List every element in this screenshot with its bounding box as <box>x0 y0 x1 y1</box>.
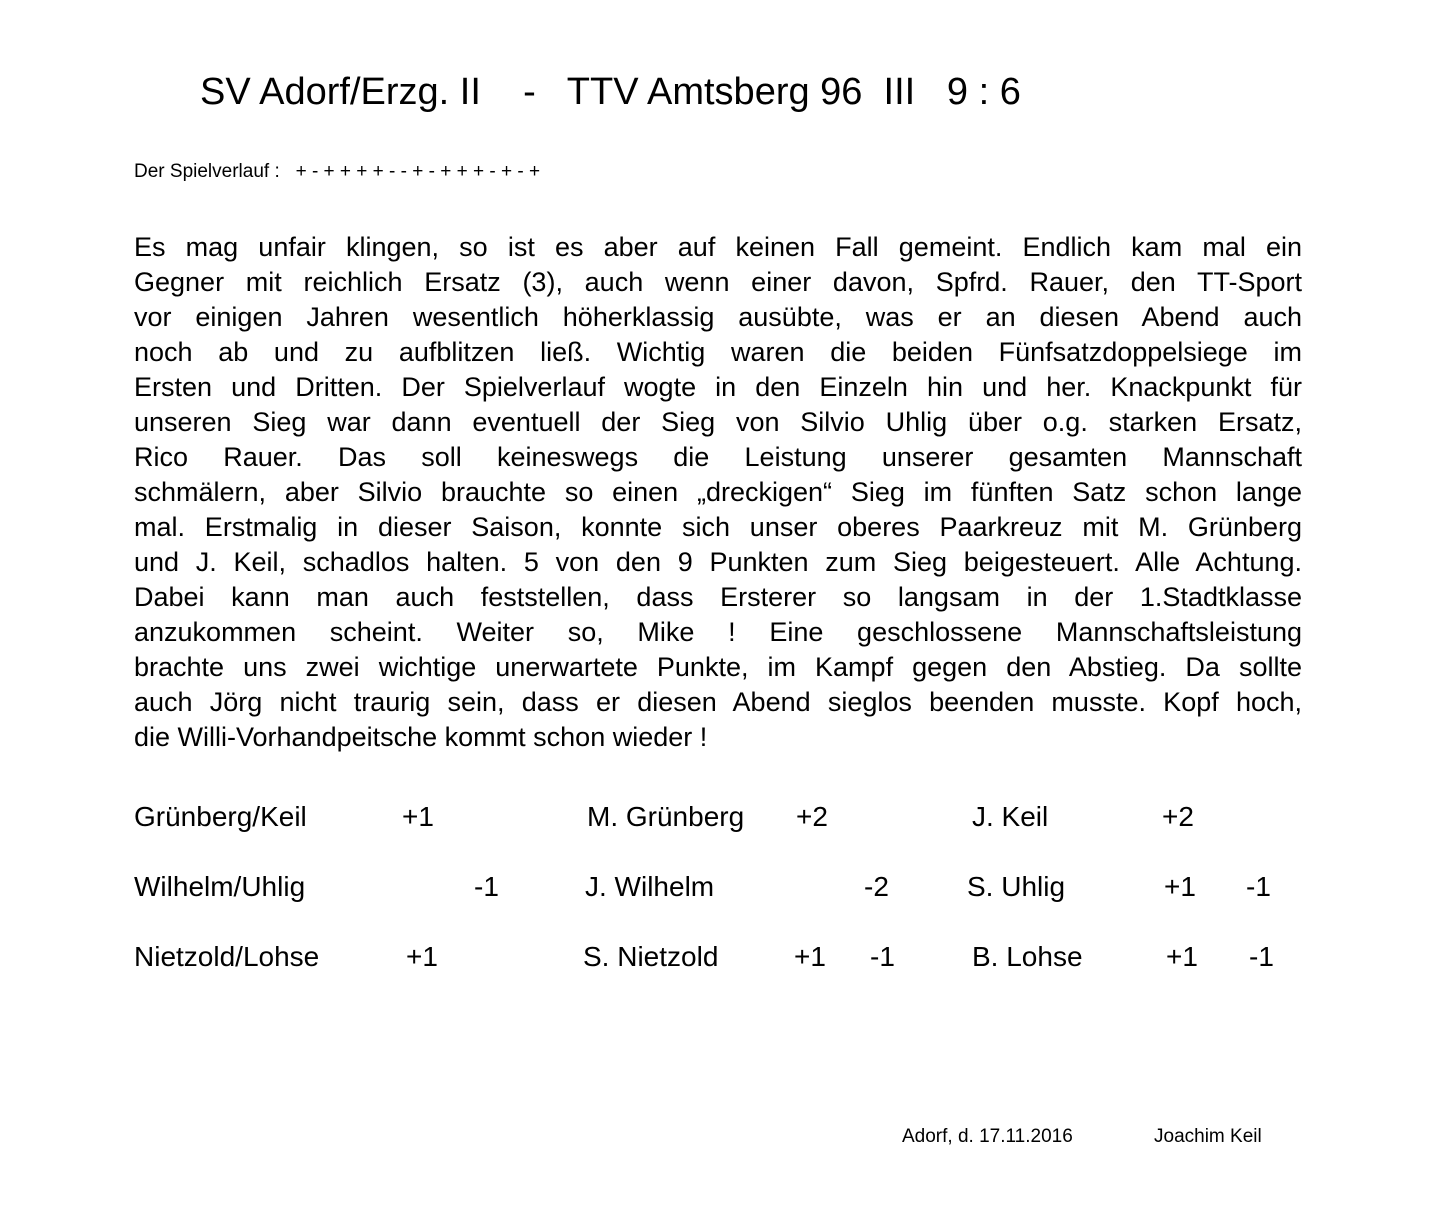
report-line: Ersten und Dritten. Der Spielverlauf wogte in den Einzeln hin und her. Knackpunkt für <box>134 372 1302 402</box>
report-line: anzukommen scheint. Weiter so, Mike ! Eine geschlossene Mannschaftsleistung <box>134 617 1302 647</box>
single1-name: M. Grünberg <box>587 801 745 832</box>
single2-name: S. Uhlig <box>967 871 1066 902</box>
report-line: noch ab und zu aufblitzen ließ. Wichtig waren die beiden Fünfsatzdoppelsiege im <box>134 337 1302 367</box>
match-title: SV Adorf/Erzg. II - TTV Amtsberg 96 III 9 : 6 <box>200 71 1021 113</box>
single1-minus: -2 <box>864 871 889 902</box>
single2-name: B. Lohse <box>972 941 1083 972</box>
doubles-name: Wilhelm/Uhlig <box>134 871 306 902</box>
report-line: schmälern, aber Silvio brauchte so einen „dreckigen“ Sieg im fünften Satz schon lange <box>134 477 1302 507</box>
single2-minus: -1 <box>1249 941 1274 972</box>
report-line: Es mag unfair klingen, so ist es aber auf keinen Fall gemeint. Endlich kam mal ein <box>134 232 1302 262</box>
report-line: Rico Rauer. Das soll keineswegs die Leistung unserer gesamten Mannschaft <box>134 442 1302 472</box>
author-name: Joachim Keil <box>1154 1126 1262 1147</box>
report-line: Dabei kann man auch feststellen, dass Ersterer so langsam in der 1.Stadtklasse <box>134 582 1302 612</box>
single2-minus: -1 <box>1246 871 1271 902</box>
doubles-name: Grünberg/Keil <box>134 801 307 832</box>
single2-name: J. Keil <box>972 801 1049 832</box>
doubles-minus: -1 <box>474 871 499 902</box>
report-line: Gegner mit reichlich Ersatz (3), auch wenn einer davon, Spfrd. Rauer, den TT-Sport <box>134 267 1302 297</box>
match-report <box>134 230 1302 755</box>
player-results <box>0 800 1446 990</box>
doubles-plus: +1 <box>406 941 438 972</box>
single1-plus: +1 <box>794 941 826 972</box>
single2-plus: +1 <box>1166 941 1198 972</box>
single1-minus: -1 <box>870 941 895 972</box>
report-line: vor einigen Jahren wesentlich höherklassig ausübte, was er an diesen Abend auch <box>134 302 1302 332</box>
match-progress: Der Spielverlauf : + - + + + + - - + - + + + - + - + <box>134 161 541 182</box>
report-line: mal. Erstmalig in dieser Saison, konnte sich unser oberes Paarkreuz mit M. Grünberg <box>134 512 1302 542</box>
single1-name: S. Nietzold <box>583 941 719 972</box>
report-line: auch Jörg nicht traurig sein, dass er diesen Abend sieglos beenden musste. Kopf hoch, <box>134 687 1302 717</box>
single1-name: J. Wilhelm <box>585 871 715 902</box>
report-line: unseren Sieg war dann eventuell der Sieg von Silvio Uhlig über o.g. starken Ersatz, <box>134 407 1302 437</box>
single1-plus: +2 <box>796 801 828 832</box>
report-line: die Willi-Vorhandpeitsche kommt schon wieder ! <box>134 722 708 752</box>
report-line: brachte uns zwei wichtige unerwartete Punkte, im Kampf gegen den Abstieg. Da sollte <box>134 652 1302 682</box>
doubles-plus: +1 <box>402 801 434 832</box>
single2-plus: +2 <box>1162 801 1194 832</box>
report-line: und J. Keil, schadlos halten. 5 von den 9 Punkten zum Sieg beigesteuert. Alle Achtung. <box>134 547 1302 577</box>
single2-plus: +1 <box>1164 871 1196 902</box>
place-date: Adorf, d. 17.11.2016 <box>902 1126 1073 1147</box>
doubles-name: Nietzold/Lohse <box>134 941 320 972</box>
